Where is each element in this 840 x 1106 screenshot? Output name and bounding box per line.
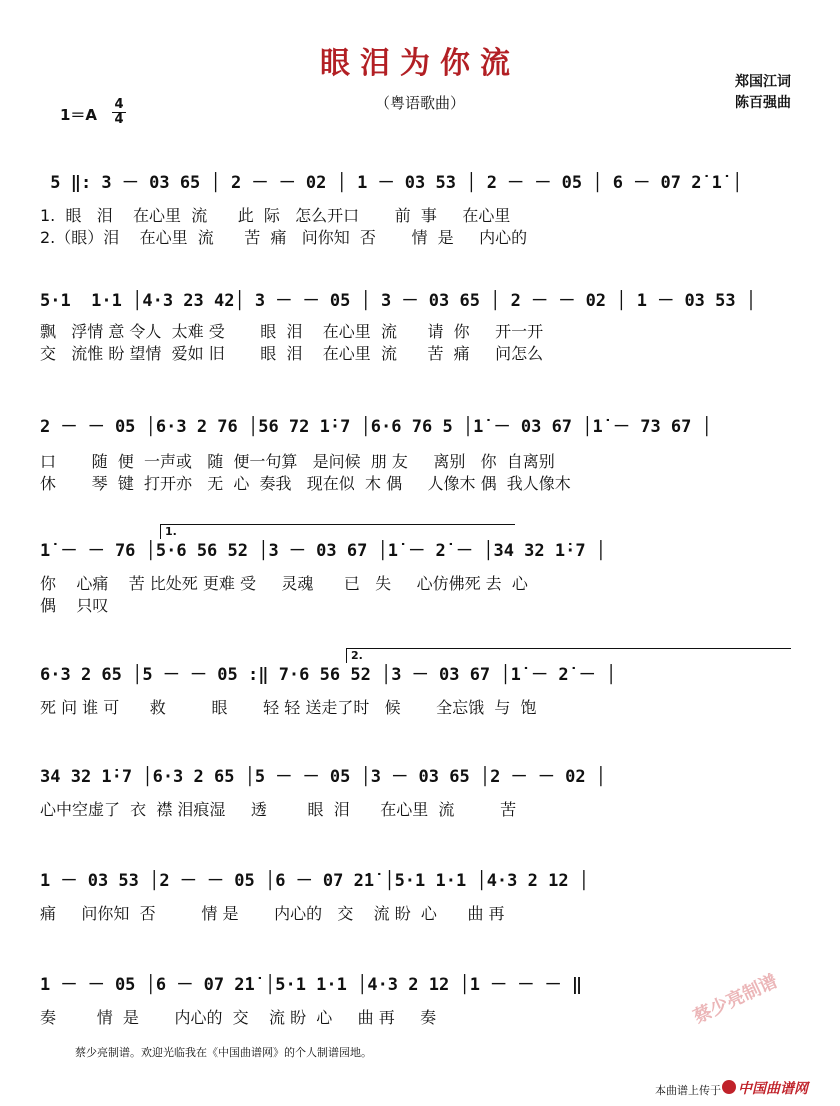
notation-line: 34 32 1̇·7 │6·3 2 65 │5 － － 05 │3 － 03 65 │2 － － 02 │ <box>40 767 607 787</box>
time-sig-top: 4 <box>114 97 124 112</box>
second-ending-bracket: 2. <box>346 648 791 663</box>
composer: 陈百强曲 <box>735 95 791 111</box>
time-signature <box>112 98 126 127</box>
site-brand-link[interactable]: 中国曲谱网 <box>738 1081 808 1097</box>
lyric-line-1: 痛 问你知 否 情 是 内心的 交 流 盼 心 曲 再 <box>40 904 505 923</box>
watermark: 蔡少亮制谱 <box>690 970 781 1028</box>
notation-line: 2 － － 05 │6·3 2 76 │56 72 1̇·7 │6·6 76 5 │1̇ － 03 67 │1̇ － 73 67 │ <box>40 417 712 437</box>
arranger-note: 蔡少亮制谱。欢迎光临我在《中国曲谱网》的个人制谱园地。 <box>75 1046 372 1059</box>
notation-line: 5 ‖: 3 － 03 65 │ 2 － － 02 │ 1 － 03 53 │ 2 － － 05 │ 6 － 07 2̇ 1̇ │ <box>40 173 743 193</box>
key-signature: 1＝A <box>60 106 98 124</box>
notation-line: 1̇ － － 76 │5·6 56 52 │3 － 03 67 │1̇ － 2̇ － │34 32 1̇·7 │ <box>40 541 607 561</box>
lyric-line-1: 死 问 谁 可 救 眼 轻 轻 送走了时 候 全忘饿 与 饱 <box>40 698 537 717</box>
lyric-line-2: 2.（眼）泪 在心里 流 苦 痛 问你知 否 情 是 内心的 <box>40 228 528 247</box>
lyric-line-1: 你 心痛 苦 比处死 更难 受 灵魂 已 失 心仿佛死 去 心 <box>40 574 528 593</box>
notation-line: 1 － 03 53 │2 － － 05 │6 － 07 2̇1̇ │5·1 1·1 │4·3 2 12 │ <box>40 871 590 891</box>
first-ending-bracket: 1. <box>160 524 515 539</box>
song-title: 眼泪为你流 <box>320 46 520 81</box>
lyric-line-2: 偶 只叹 <box>40 596 109 615</box>
lyric-line-1: 1. 眼 泪 在心里 流 此 际 怎么开口 前 事 在心里 <box>40 206 511 225</box>
lyric-line-1: 飘 浮情 意 令人 太难 受 眼 泪 在心里 流 请 你 开一开 <box>40 322 544 341</box>
lyric-line-1: 心中空虚了 衣 襟 泪痕湿 透 眼 泪 在心里 流 苦 <box>40 800 517 819</box>
song-subtitle: （粤语歌曲） <box>374 94 465 112</box>
upload-note: 本曲谱上传于 <box>655 1084 721 1097</box>
lyric-line-2: 交 流惟 盼 望情 爱如 旧 眼 泪 在心里 流 苦 痛 问怎么 <box>40 344 544 363</box>
credits <box>735 72 791 114</box>
lyric-line-2: 休 琴 键 打开亦 无 心 奏我 现在似 木 偶 人像木 偶 我人像木 <box>40 474 571 493</box>
time-sig-bottom: 4 <box>112 112 126 127</box>
lyricist: 郑国江词 <box>735 74 791 90</box>
notation-line: 5·1 1·1 │4·3 23 42│ 3 － － 05 │ 3 － 03 65 │ 2 － － 02 │ 1 － 03 53 │ <box>40 291 757 311</box>
notation-line: 1 － － 05 │6 － 07 2̇1̇ │5·1 1·1 │4·3 2 12 │1 － － － ‖ <box>40 975 583 995</box>
notation-line: 6·3 2 65 │5 － － 05 :‖ 7·6 56 52 │3 － 03 67 │1̇ － 2̇ － │ <box>40 665 617 685</box>
site-logo-icon <box>722 1080 736 1094</box>
lyric-line-1: 奏 情 是 内心的 交 流 盼 心 曲 再 奏 <box>40 1008 437 1027</box>
lyric-line-1: 口 随 便 一声或 随 便一句算 是问候 朋 友 离别 你 自离别 <box>40 452 555 471</box>
